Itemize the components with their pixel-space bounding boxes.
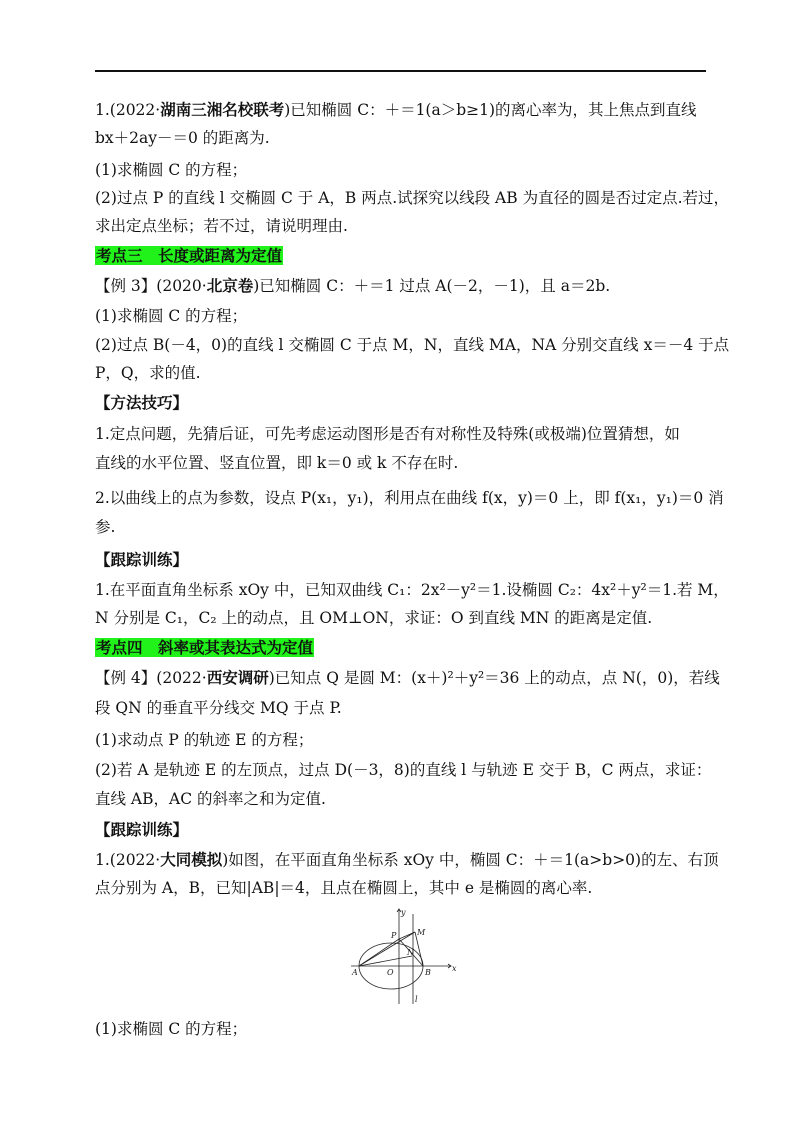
- label-N: N: [407, 948, 414, 957]
- label-O: O: [387, 968, 394, 977]
- methods-line-2: 直线的水平位置、竖直位置，即 k＝0 或 k 不存在时.: [95, 454, 459, 472]
- problem-1-line-2: bx＋2ay－＝0 的距离为.: [95, 129, 270, 147]
- label-M: M: [417, 928, 426, 937]
- header-rule: [95, 70, 706, 72]
- training-2-line-1: 1.(2022·大同模拟)如图，在平面直角坐标系 xOy 中，椭圆 C：＋＝1(a>b>0)的左、右顶: [95, 850, 719, 869]
- example-4-part-1: (1)求动点 P 的轨迹 E 的方程；: [95, 731, 314, 749]
- section-3-heading: 考点三 长度或距离为定值: [96, 246, 283, 265]
- section-4-heading: 考点四 斜率或其表达式为定值: [96, 638, 314, 657]
- problem-1-part-2: (2)过点 P 的直线 l 交椭圆 C 于 A，B 两点.试探究以线段 AB 为直径的圆是否过定点.若过，: [95, 189, 729, 207]
- example-3-part-1: (1)求椭圆 C 的方程；: [95, 307, 248, 325]
- label-P: P: [391, 931, 397, 940]
- problem-1-part-1: (1)求椭圆 C 的方程；: [95, 161, 248, 179]
- methods-line-3: 2.以曲线上的点为参数，设点 P(x₁，y₁)，利用点在曲线 f(x，y)＝0 上，即 f(x₁，y₁)＝0 消: [95, 489, 724, 507]
- example-3-part-2-cont: P，Q，求的值.: [95, 364, 201, 382]
- training-1-line-2: N 分别是 C₁，C₂ 上的动点，且 OM⊥ON，求证：O 到直线 MN 的距离是定值.: [95, 609, 653, 627]
- example-4-part-2-cont: 直线 AB，AC 的斜率之和为定值.: [95, 790, 326, 808]
- methods-line-1: 1.定点问题，先猜后证，可先考虑运动图形是否有对称性及特殊(或极端)位置猜想，如: [95, 425, 680, 443]
- training-2-title: 【跟踪训练】: [95, 820, 189, 839]
- label-B: B: [425, 968, 431, 977]
- label-x: x: [452, 964, 457, 973]
- example-3-part-2: (2)过点 B(－4，0)的直线 l 交椭圆 C 于点 M，N，直线 MA，NA 分别交直线 x＝－4 于点: [95, 336, 730, 354]
- training-1-title: 【跟踪训练】: [95, 550, 189, 569]
- methods-line-4: 参.: [95, 518, 116, 536]
- problem-1-part-2-cont: 求出定点坐标；若不过，请说明理由.: [95, 217, 348, 235]
- methods-title: 【方法技巧】: [95, 393, 189, 412]
- example-4-part-2: (2)若 A 是轨迹 E 的左顶点，过点 D(－3，8)的直线 l 与轨迹 E 交于 B，C 两点，求证：: [95, 761, 712, 779]
- example-3-line-1: 【例 3】(2020·北京卷)已知椭圆 C：＋＝1 过点 A(－2，－1)，且 a＝2b.: [95, 276, 611, 295]
- training-2-line-2: 点分别为 A，B，已知|AB|＝4，且点在椭圆上，其中 e 是椭圆的离心率.: [95, 879, 593, 897]
- training-2-part-1: (1)求椭圆 C 的方程；: [95, 1020, 248, 1038]
- ellipse-figure: [347, 906, 459, 1006]
- example-4-line-1: 【例 4】(2022·西安调研)已知点 Q 是圆 M：(x＋)²＋y²＝36 上的动点，点 N(，0)，若线: [95, 668, 720, 687]
- label-l: l: [415, 995, 418, 1004]
- label-y: y: [401, 908, 406, 917]
- example-4-line-2: 段 QN 的垂直平分线交 MQ 于点 P.: [95, 699, 342, 717]
- problem-1-line-1: 1.(2022·湖南三湘名校联考)已知椭圆 C：＋＝1(a＞b≥1)的离心率为，其上焦点到直线: [95, 100, 697, 119]
- training-1-line-1: 1.在平面直角坐标系 xOy 中，已知双曲线 C₁：2x²－y²＝1.设椭圆 C₂：4x²＋y²＝1.若 M，: [95, 581, 729, 599]
- label-A: A: [352, 968, 358, 977]
